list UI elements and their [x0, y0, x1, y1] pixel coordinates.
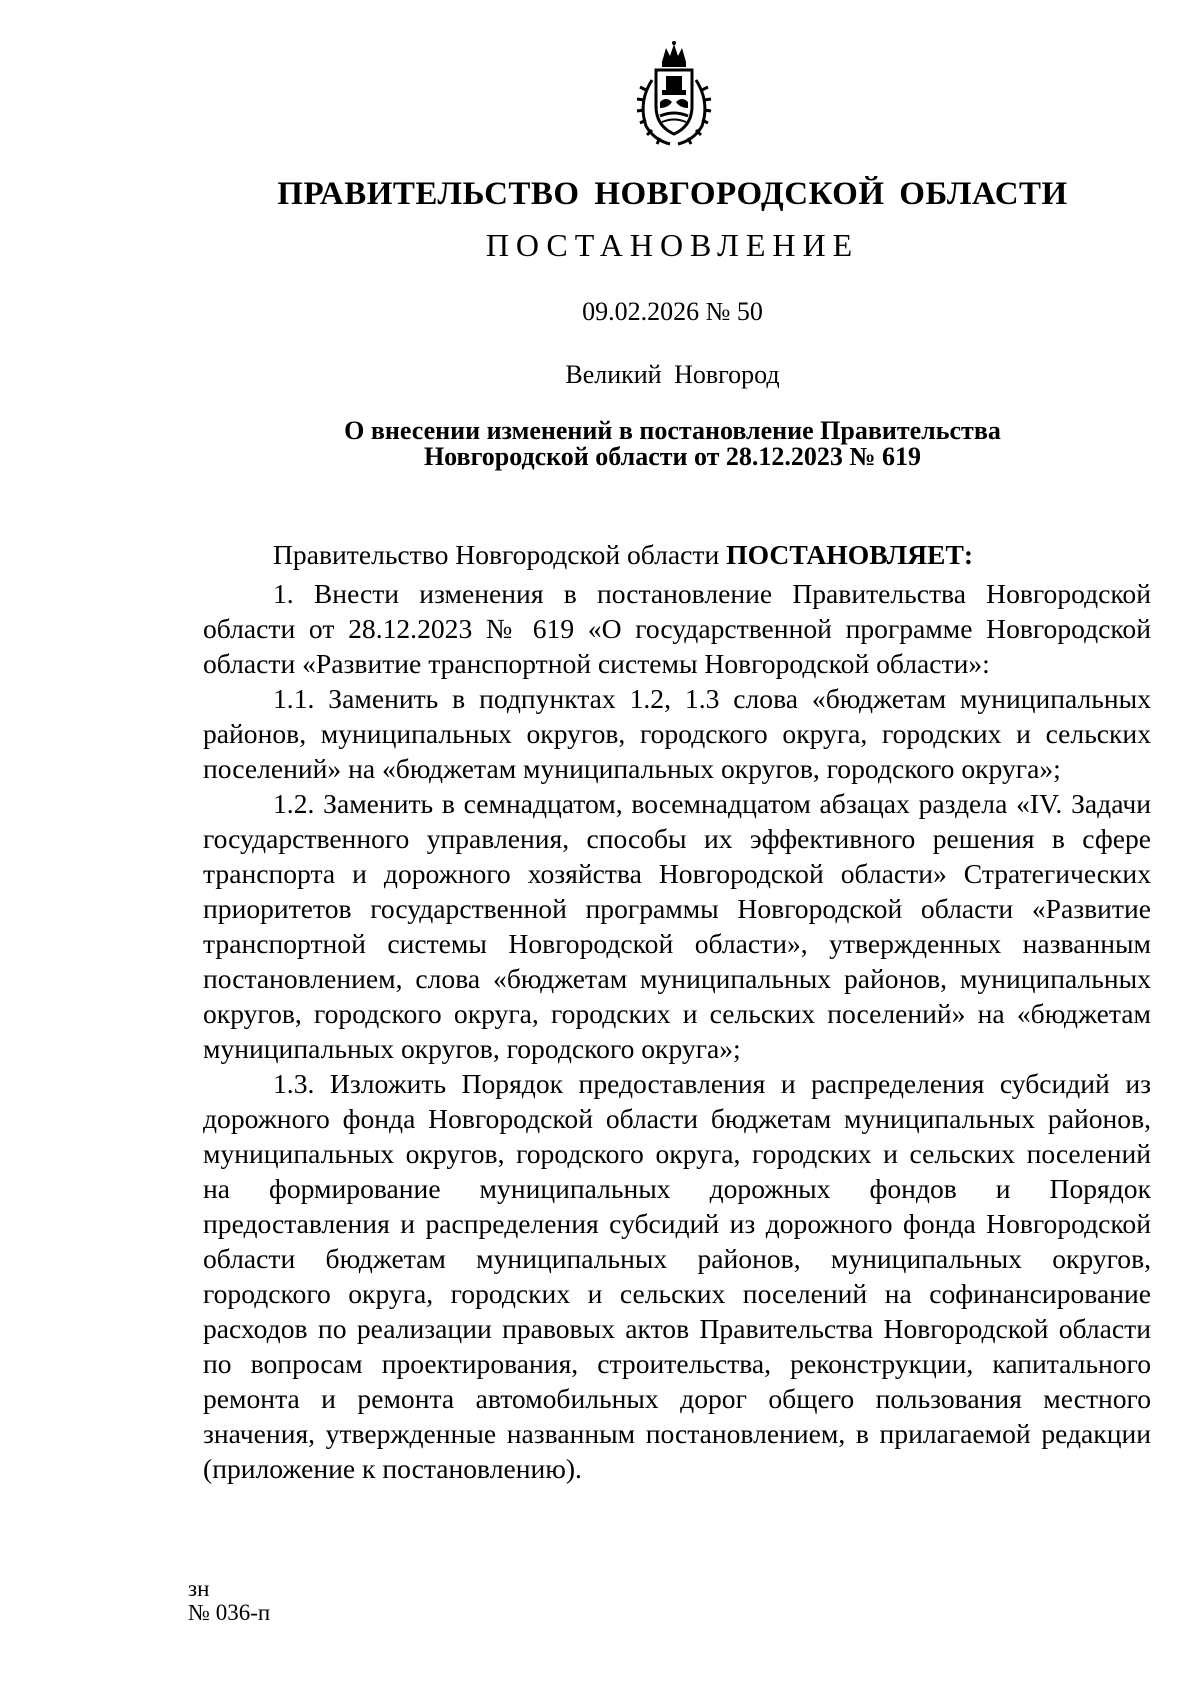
document-body: [203, 537, 1151, 1486]
date-and-number: 09.02.2026 № 50: [582, 297, 763, 326]
intro-text: Правительство Новгородской области: [273, 539, 727, 570]
novgorod-coat-of-arms-icon: [632, 40, 716, 148]
document-type: ПОСТАНОВЛЕНИЕ: [485, 227, 860, 263]
subject-line-1: О внесении изменений в постановление Правительства: [344, 416, 1001, 445]
footer-initials: зн: [188, 1576, 210, 1601]
resolution-intro: [203, 537, 1151, 572]
paragraph-1-1: 1.1. Заменить в подпунктах 1.2, 1.3 слова «бюджетам муниципальных районов, муниципальных округов, городского округа, городских и сельских поселений» на «бюджетам муниципальных округов, городского округа»;: [203, 683, 1151, 784]
footer-reference: [188, 1577, 270, 1625]
paragraph-1-2: 1.2. Заменить в семнадцатом, восемнадцатом абзацах раздела «IV. Задачи государственного управления, способы их эффективного решения в сфере транспорта и дорожного хозяйства Новгородской области» Стратегических приоритетов государственной программы Новгородской области «Развитие транспортной системы Новгородской области», утвержденных названным постановлением, слова «бюджетам муниципальных районов, муниципальных округов, городского округа, городских и сельских поселений» на «бюджетам муниципальных округов, городского округа»;: [203, 788, 1151, 1064]
intro-resolves: ПОСТАНОВЛЯЕТ:: [726, 539, 974, 570]
city: Великий Новгород: [565, 360, 780, 389]
paragraph-1: 1. Внести изменения в постановление Правительства Новгородской области от 28.12.2023 № 619 «О государственной программе Новгородской области «Развитие транспортной системы Новгородской области»:: [203, 578, 1151, 679]
subject-line-2: Новгородской области от 28.12.2023 № 619: [423, 442, 922, 471]
government-name: ПРАВИТЕЛЬСТВО НОВГОРОДСКОЙ ОБЛАСТИ: [277, 176, 1068, 212]
footer-number: № 036-п: [188, 1600, 271, 1625]
document-subject: [0, 418, 1200, 470]
paragraph-1-3: 1.3. Изложить Порядок предоставления и распределения субсидий из дорожного фонда Новгородской области бюджетам муниципальных районов, муниципальных округов, городского округа, городских и сельских поселений на формирование муниципальных дорожных фондов и Порядок предоставления и распределения субсидий из дорожного фонда Новгородской области бюджетам муниципальных районов, муниципальных округов, городского округа, городских и сельских поселений на софинансирование расходов по реализации правовых актов Правительства Новгородской области по вопросам проектирования, строительства, реконструкции, капитального ремонта и ремонта автомобильных дорог общего пользования местного значения, утвержденные названным постановлением, в прилагаемой редакции (приложение к постановлению).: [203, 1068, 1151, 1484]
